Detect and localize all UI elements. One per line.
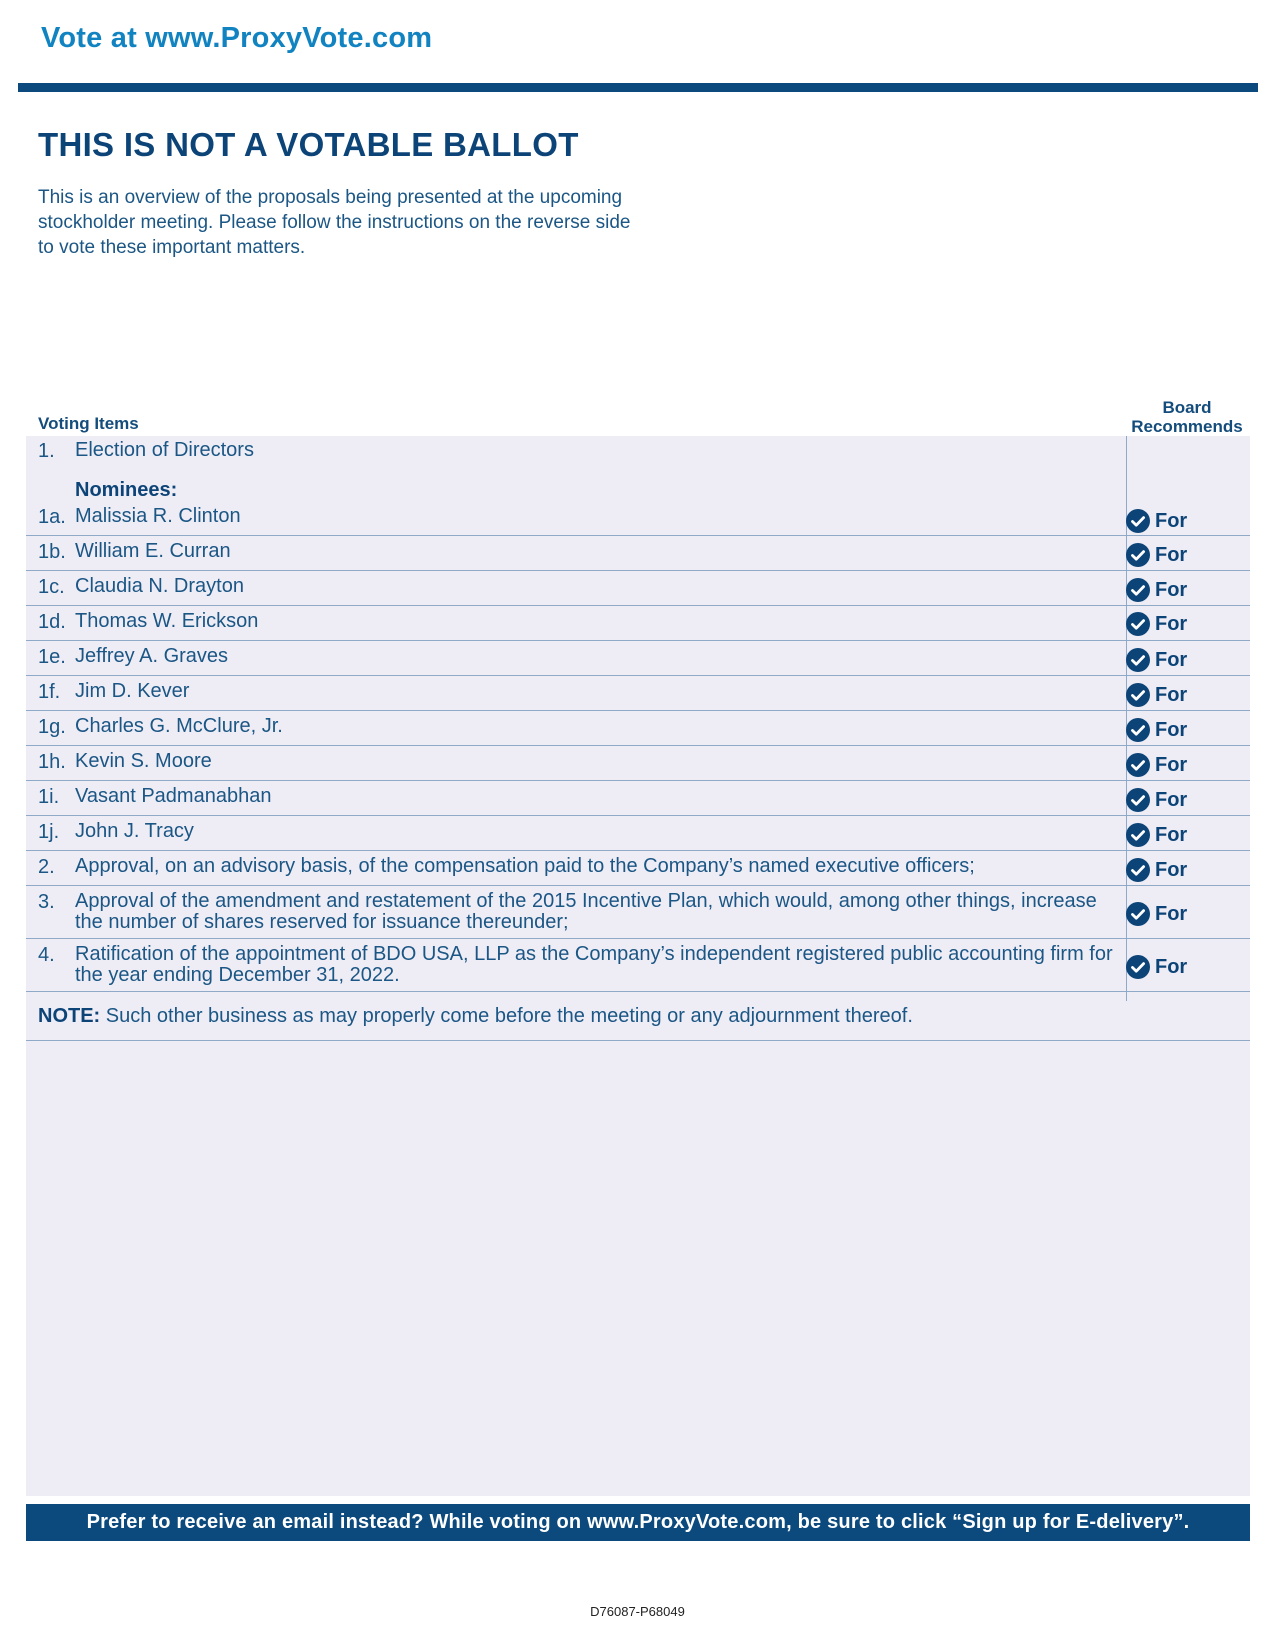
item-text: Charles G. McClure, Jr. — [75, 715, 283, 737]
item-number: 4. — [38, 944, 55, 966]
voting-item-row — [26, 851, 1250, 886]
voting-item-row — [26, 711, 1250, 746]
board-recommendation — [1126, 753, 1236, 777]
recommendation-label: For — [1155, 509, 1188, 532]
note-text: Such other business as may properly come before the meeting or any adjournment thereof. — [100, 1005, 913, 1027]
check-circle-icon — [1126, 543, 1150, 567]
voting-item-row — [26, 746, 1250, 781]
board-recommendation — [1126, 612, 1236, 636]
item-text: Claudia N. Drayton — [75, 575, 244, 597]
recommendation-label: For — [1155, 823, 1188, 846]
board-recommendation — [1126, 509, 1236, 533]
voting-item-row — [26, 676, 1250, 711]
voting-item-row — [26, 571, 1250, 606]
board-recommendation — [1126, 578, 1236, 602]
election-label: Election of Directors — [75, 439, 254, 461]
check-circle-icon — [1126, 648, 1150, 672]
header-rule — [18, 83, 1258, 92]
recommendation-label: For — [1155, 612, 1188, 635]
item-text: Kevin S. Moore — [75, 750, 212, 772]
item-number: 1f. — [38, 681, 61, 703]
check-circle-icon — [1126, 788, 1150, 812]
item-text: Approval, on an advisory basis, of the compensation paid to the Company’s named executive officers; — [75, 855, 975, 877]
board-recommendation — [1126, 823, 1236, 847]
page-title: THIS IS NOT A VOTABLE BALLOT — [38, 126, 579, 163]
board-recommendation — [1126, 543, 1236, 567]
board-recommendation — [1126, 955, 1236, 979]
column-header-board-recommends — [1122, 398, 1252, 436]
note — [38, 1005, 1238, 1028]
board-recommendation — [1126, 788, 1236, 812]
item-number: 1j. — [38, 821, 60, 843]
item-number: 1e. — [38, 646, 66, 668]
check-circle-icon — [1126, 612, 1150, 636]
intro-text: This is an overview of the proposals being presented at the upcoming stockholder meeting. Please follow the instructions on the reverse side to vote these important matters. — [38, 187, 631, 258]
voting-item-row — [26, 641, 1250, 676]
item-number: 3. — [38, 891, 55, 913]
check-circle-icon — [1126, 578, 1150, 602]
voting-item-row — [26, 781, 1250, 816]
voting-item-row — [26, 606, 1250, 641]
recommendation-label: For — [1155, 753, 1188, 776]
board-recommendation — [1126, 902, 1236, 926]
item-text: Jeffrey A. Graves — [75, 645, 229, 667]
item-text: Malissia R. Clinton — [75, 505, 241, 527]
item-number: 1b. — [38, 541, 66, 563]
item-number: 2. — [38, 856, 55, 878]
item-number: 1c. — [38, 576, 65, 598]
check-circle-icon — [1126, 902, 1150, 926]
check-circle-icon — [1126, 753, 1150, 777]
recommendation-label: For — [1155, 788, 1188, 811]
recommendation-label: For — [1155, 858, 1188, 881]
check-circle-icon — [1126, 955, 1150, 979]
item-text: Thomas W. Erickson — [75, 610, 259, 632]
item-number: 1g. — [38, 716, 66, 738]
voting-item-row — [26, 886, 1250, 939]
nominees-label: Nominees: — [75, 479, 178, 501]
item-text: Approval of the amendment and restatement of the 2015 Incentive Plan, which would, among other things, increase the number of shares reserved for issuance thereunder; — [75, 890, 1097, 933]
board-recommendation — [1126, 858, 1236, 882]
item-number: 1a. — [38, 506, 66, 528]
check-circle-icon — [1126, 509, 1150, 533]
check-circle-icon — [1126, 858, 1150, 882]
recommendation-label: For — [1155, 683, 1188, 706]
recommendation-label: For — [1155, 955, 1188, 978]
item-number: 1i. — [38, 786, 60, 808]
voting-item-row — [26, 436, 1250, 536]
item-text: Vasant Padmanabhan — [75, 785, 272, 807]
check-circle-icon — [1126, 823, 1150, 847]
recommendation-label: For — [1155, 902, 1188, 925]
voting-item-row — [26, 939, 1250, 992]
item-number: 1d. — [38, 611, 66, 633]
item-text: William E. Curran — [75, 540, 231, 562]
item-text: Jim D. Kever — [75, 680, 190, 702]
item-text: John J. Tracy — [75, 820, 194, 842]
header-title[interactable]: Vote at www.ProxyVote.com — [41, 22, 433, 54]
board-recommendation — [1126, 683, 1236, 707]
check-circle-icon — [1126, 683, 1150, 707]
e-delivery-banner — [26, 1504, 1250, 1541]
document-code: D76087-P68049 — [590, 1604, 685, 1619]
recommendation-label: For — [1155, 543, 1188, 566]
note-label: NOTE: — [38, 1005, 101, 1027]
board-recommendation — [1126, 718, 1236, 742]
item-number: 1h. — [38, 751, 66, 773]
column-header-voting-items: Voting Items — [38, 414, 139, 433]
check-circle-icon — [1126, 718, 1150, 742]
board-recommendation — [1126, 648, 1236, 672]
election-number: 1. — [38, 440, 55, 462]
recommendation-label: For — [1155, 578, 1188, 601]
recommendation-label: For — [1155, 718, 1188, 741]
item-text: Ratification of the appointment of BDO USA, LLP as the Company’s independent registered public accounting firm for the year ending December 31, 2022. — [75, 943, 1113, 986]
column-header-board: Board — [1162, 398, 1212, 417]
recommendation-label: For — [1155, 648, 1188, 671]
e-delivery-text: Prefer to receive an email instead? While voting on www.ProxyVote.com, be sure to click “Sign up for E-delivery”. — [86, 1511, 1190, 1533]
voting-item-row — [26, 816, 1250, 851]
column-header-recommends: Recommends — [1131, 417, 1243, 436]
voting-item-row — [26, 536, 1250, 571]
